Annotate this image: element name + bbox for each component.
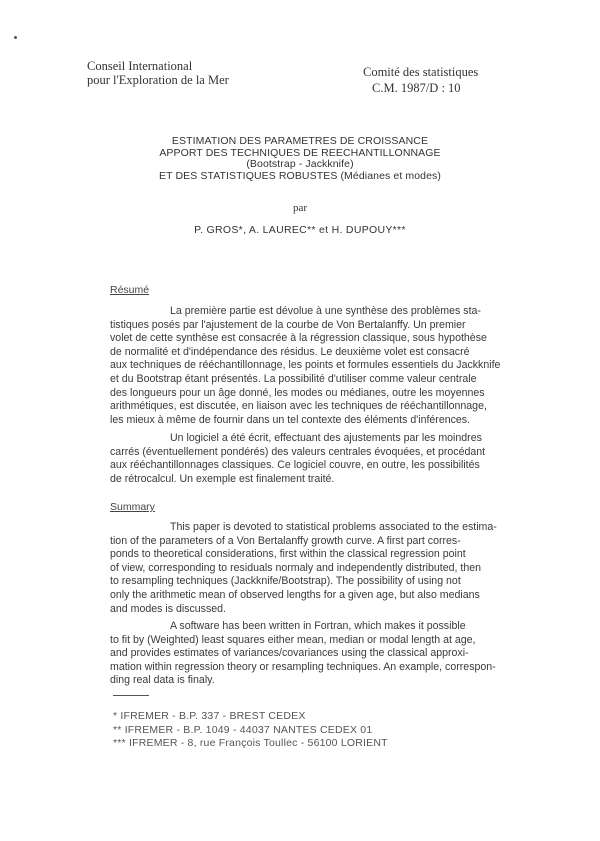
footnote: ** IFREMER - B.P. 1049 - 44037 NANTES CEDEX 01 [113,723,373,736]
text-line: volet de cette synthèse est consacrée à la régression classique, sous hypothèse [110,332,487,345]
text-line: tistiques posés par l'ajustement de la courbe de Von Bertalanffy. Un premier [110,318,466,331]
summary-paragraph-1 [110,521,557,616]
authors: P. GROS*, A. LAUREC** et H. DUPOUY*** [194,224,406,236]
text-line: of view, corresponding to residuals normaly and independently distributed, then [110,561,482,574]
paper-title [100,136,500,182]
text-line: La première partie est dévolue à une synthèse des problèmes sta- [170,305,481,317]
footnote: *** IFREMER - 8, rue François Toullec - 56100 LORIENT [113,737,388,749]
text-line: mation within regression theory or resampling techniques. An example, correspon- [110,660,496,673]
text-line: de normalité et d'indépendance des résidus. Le deuxième volet est consacré [110,345,470,358]
text-line: ponds to theoretical considerations, first within the classical regression point [110,548,466,561]
text-line: only the arithmetic mean of observed lengths for a given age, but also medians [110,588,480,601]
scan-speck [14,36,17,39]
text-line: ding real data is finaly. [110,674,215,687]
title-line: (Bootstrap - Jackknife) [246,158,354,170]
text-line: A software has been written in Fortran, which makes it possible [170,620,466,632]
organization-line: pour l'Exploration de la Mer [87,73,229,87]
footnote: * IFREMER - B.P. 337 - BREST CEDEX [113,710,306,722]
text-line: to fit by (Weighted) least squares either mean, median or modal length at age, [110,633,476,646]
text-line: aux techniques de rééchantillonnage, les points et formules essentiels du Jackknife [110,359,501,372]
summary-paragraph-2 [110,620,557,688]
resume-heading: Résumé [110,284,150,296]
text-line: and modes is discussed. [110,602,227,615]
text-line: des longueurs pour un âge donné, les modes ou médianes, outre les moyennes [110,386,485,399]
text-line: de rétrocalcul. Un exemple est finalement traité. [110,472,335,485]
footnotes [113,710,388,751]
text-line: and provides estimates of variances/covariances using the classical approxi- [110,647,469,660]
text-line: arithmétiques, est discutée, en liaison avec les techniques de rééchantillonnage, [110,400,487,413]
text-line: les mieux à même de fournir dans un tel contexte des éléments d'inférences. [110,413,471,426]
organization-line: Conseil International [87,59,193,73]
text-line: carrés (éventuellement pondérés) des valeurs centrales évoquées, et procédant [110,445,486,458]
summary-heading: Summary [110,501,155,513]
title-line: ESTIMATION DES PARAMETRES DE CROISSANCE [171,135,429,147]
title-line: ET DES STATISTIQUES ROBUSTES (Médianes et modes) [159,169,441,182]
by-word: par [292,202,308,214]
text-line: aux rééchantillonnages classiques. Ce logiciel couvre, en outre, les possibilités [110,459,480,472]
resume-paragraph-1 [110,305,557,427]
committee-name: Comité des statistiques [363,65,479,79]
organization-header [87,59,229,87]
text-line: This paper is devoted to statistical problems associated to the estima- [170,521,497,533]
document-reference: C.M. 1987/D : 10 [372,81,461,95]
text-line: to resampling techniques (Jackknife/Bootstrap). The possibility of using not [110,575,461,588]
text-line: Un logiciel a été écrit, effectuant des ajustements par les moindres [170,432,482,444]
text-line: et du Bootstrap étant présentés. La possibilité d'utiliser comme valeur centrale [110,372,477,385]
resume-paragraph-2 [110,432,557,486]
text-line: tion of the parameters of a Von Bertalanffy growth curve. A first part corres- [110,534,461,547]
footnote-divider [113,695,149,696]
title-line: APPORT DES TECHNIQUES DE REECHANTILLONNAGE [159,146,441,159]
committee-header [363,64,478,96]
